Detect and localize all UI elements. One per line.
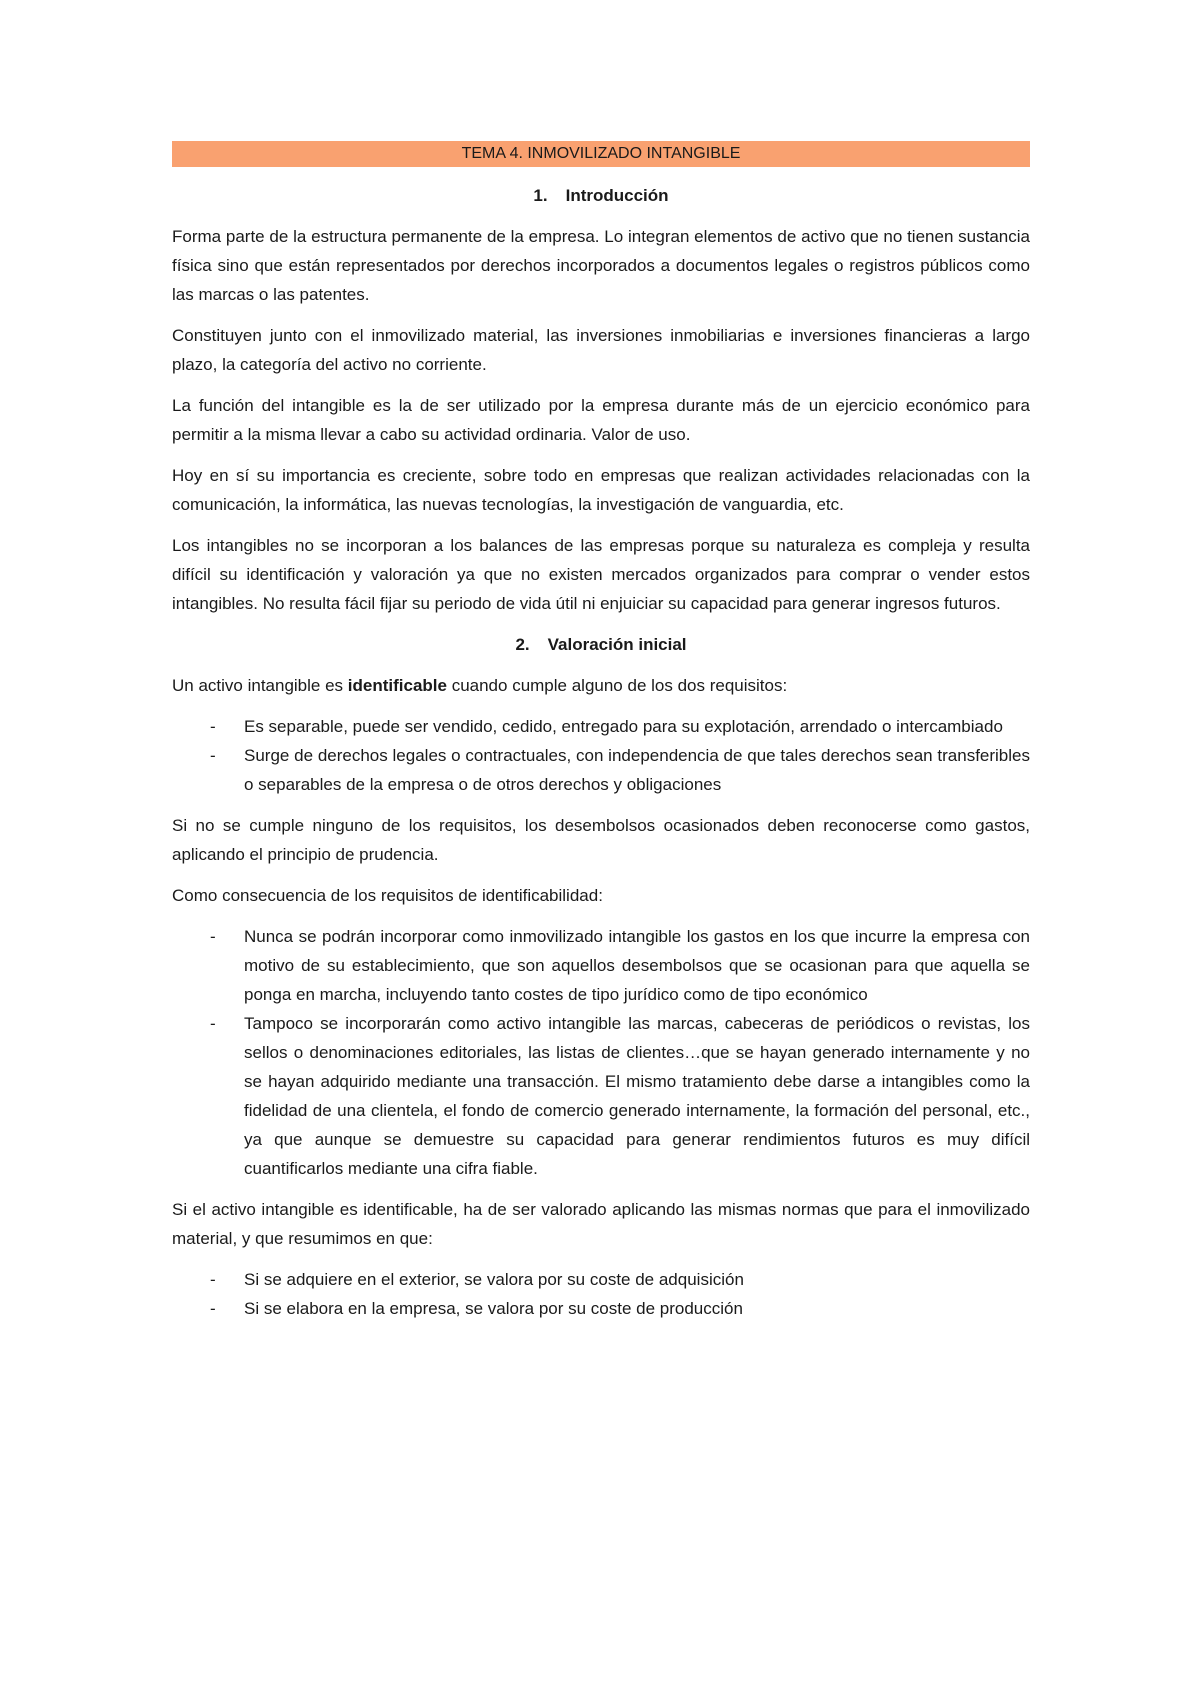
paragraph: Forma parte de la estructura permanente de la empresa. Lo integran elementos de activo que no tienen sustancia física sino que están representados por derechos incorporados a documentos legales o registros públicos como las marcas o las patentes. <box>172 227 1030 304</box>
list-item <box>172 741 1030 799</box>
list-item <box>172 1009 1030 1183</box>
paragraph: Constituyen junto con el inmovilizado material, las inversiones inmobiliarias e inversiones financieras a largo plazo, la categoría del activo no corriente. <box>172 326 1030 374</box>
paragraph: Los intangibles no se incorporan a los balances de las empresas porque su naturaleza es compleja y resulta difícil su identificación y valoración ya que no existen mercados organizados para comprar o vender estos intangibles. No resulta fácil fijar su periodo de vida útil ni enjuiciar su capacidad para generar ingresos futuros. <box>172 536 1030 613</box>
page-title: TEMA 4. INMOVILIZADO INTANGIBLE <box>172 141 1030 167</box>
list-item-text: Nunca se podrán incorporar como inmovilizado intangible los gastos en los que incurre la empresa con motivo de su establecimiento, que son aquellos desembolsos que se ocasionan para que aquella se ponga en marcha, incluyendo tanto costes de tipo jurídico como de tipo económico <box>244 927 1030 1004</box>
list-item <box>172 1265 1030 1294</box>
paragraph: Si el activo intangible es identificable, ha de ser valorado aplicando las mismas normas que para el inmovilizado material, y que resumimos en que: <box>172 1200 1030 1248</box>
list-item <box>172 922 1030 1009</box>
valoracion-list <box>172 1265 1030 1323</box>
section-heading-introduccion <box>172 181 1030 210</box>
list-item-text: Es separable, puede ser vendido, cedido, entregado para su explotación, arrendado o intercambiado <box>244 717 1003 736</box>
dash-bullet: - <box>210 746 216 765</box>
section-number: 2. <box>515 635 530 654</box>
consecuencias-list <box>172 922 1030 1183</box>
document-page <box>172 141 1030 1335</box>
list-item <box>172 1294 1030 1323</box>
list-item-text: Surge de derechos legales o contractuales, con independencia de que tales derechos sean transferibles o separables de la empresa o de otros derechos y obligaciones <box>244 746 1030 794</box>
dash-bullet: - <box>210 717 216 736</box>
section-heading-valoracion <box>172 630 1030 659</box>
list-item-text: Si se adquiere en el exterior, se valora por su coste de adquisición <box>244 1270 744 1289</box>
paragraph: Como consecuencia de los requisitos de identificabilidad: <box>172 886 603 905</box>
list-item-text: Si se elabora en la empresa, se valora por su coste de producción <box>244 1299 743 1318</box>
section-label: Valoración inicial <box>547 635 687 654</box>
list-item-text: Tampoco se incorporarán como activo intangible las marcas, cabeceras de periódicos o revistas, los sellos o denominaciones editoriales, las listas de clientes…que se hayan generado internamente y no se hayan adquirido mediante una transacción. El mismo tratamiento debe darse a intangibles como la fidelidad de una clientela, el fondo de comercio generado internamente, la formación del personal, etc., ya que aunque se demuestre su capacidad para generar rendimientos futuros es muy difícil cuantificarlos mediante una cifra fiable. <box>244 1014 1030 1178</box>
paragraph: La función del intangible es la de ser utilizado por la empresa durante más de un ejercicio económico para permitir a la misma llevar a cabo su actividad ordinaria. Valor de uso. <box>172 396 1030 444</box>
bold-term: identificable <box>347 676 447 695</box>
text-run: Un activo intangible es <box>172 676 348 695</box>
section-number: 1. <box>533 186 548 205</box>
paragraph: Hoy en sí su importancia es creciente, sobre todo en empresas que realizan actividades relacionadas con la comunicación, la informática, las nuevas tecnologías, la investigación de vanguardia, etc. <box>172 466 1030 514</box>
list-item <box>172 712 1030 741</box>
paragraph-identificable <box>172 671 1030 700</box>
dash-bullet: - <box>210 1270 216 1289</box>
paragraph: Si no se cumple ninguno de los requisitos, los desembolsos ocasionados deben reconocerse como gastos, aplicando el principio de prudencia. <box>172 816 1030 864</box>
requisitos-list <box>172 712 1030 799</box>
dash-bullet: - <box>210 1014 216 1033</box>
dash-bullet: - <box>210 1299 216 1318</box>
text-run: cuando cumple alguno de los dos requisitos: <box>446 676 788 695</box>
section-label: Introducción <box>565 186 669 205</box>
dash-bullet: - <box>210 927 216 946</box>
